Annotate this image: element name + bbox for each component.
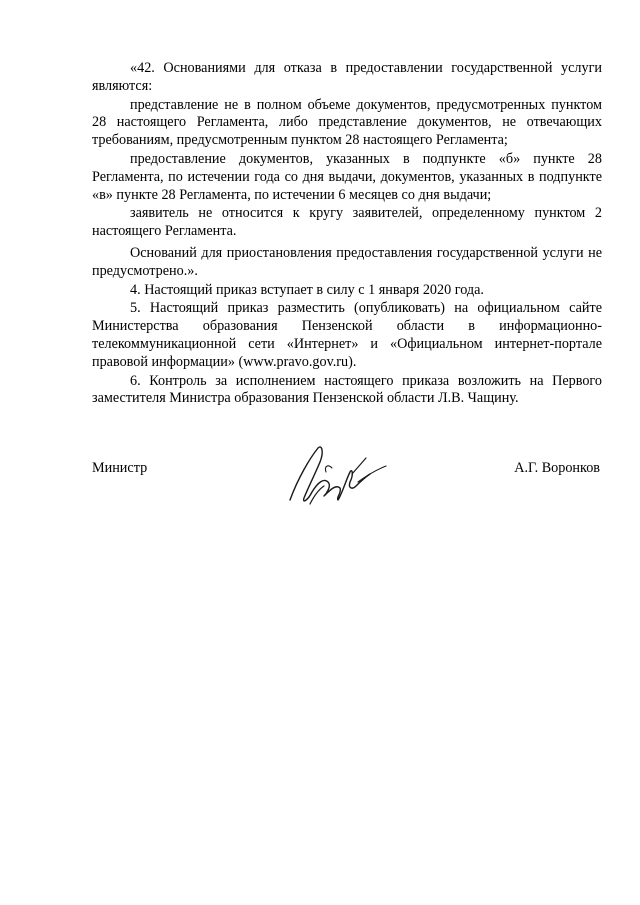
document-body xyxy=(92,60,602,408)
paragraph-publication: 5. Настоящий приказ разместить (опубликовать) на официальном сайте Министерства образования Пензенской области в информационно-телекоммуникационной сети «Интернет» и «Официальном интернет-портале правовой информации» (www.pravo.gov.ru). xyxy=(92,300,602,370)
paragraph-no-suspension: Оснований для приостановления предоставления государственной услуги не предусмотрено.». xyxy=(92,244,602,279)
signatory-title: Министр xyxy=(92,460,148,476)
paragraph-incomplete-documents: представление не в полном объеме документов, предусмотренных пунктом 28 настоящего Регламента, либо представление документов, не отвечающих требованиям, предусмотренным пунктом 28 настоящего Регламента; xyxy=(92,96,602,149)
paragraph-applicant-eligibility: заявитель не относится к кругу заявителей, определенному пунктом 2 настоящего Регламента. xyxy=(92,205,602,240)
signature-block xyxy=(92,448,602,528)
signatory-name: А.Г. Воронков xyxy=(514,460,600,476)
handwritten-signature-icon xyxy=(280,438,390,520)
paragraph-expired-documents: предоставление документов, указанных в подпункте «б» пункте 28 Регламента, по истечении года со дня выдачи, документов, указанных в подпункте «в» пункте 28 Регламента, по истечении 6 месяцев со дня выдачи; xyxy=(92,150,602,203)
paragraph-refusal-grounds: «42. Основаниями для отказа в предоставлении государственной услуги являются: xyxy=(92,60,602,94)
paragraph-control: 6. Контроль за исполнением настоящего приказа возложить на Первого заместителя Министра образования Пензенской области Л.В. Чащину. xyxy=(92,372,602,407)
paragraph-effective-date: 4. Настоящий приказ вступает в силу с 1 января 2020 года. xyxy=(130,281,484,298)
